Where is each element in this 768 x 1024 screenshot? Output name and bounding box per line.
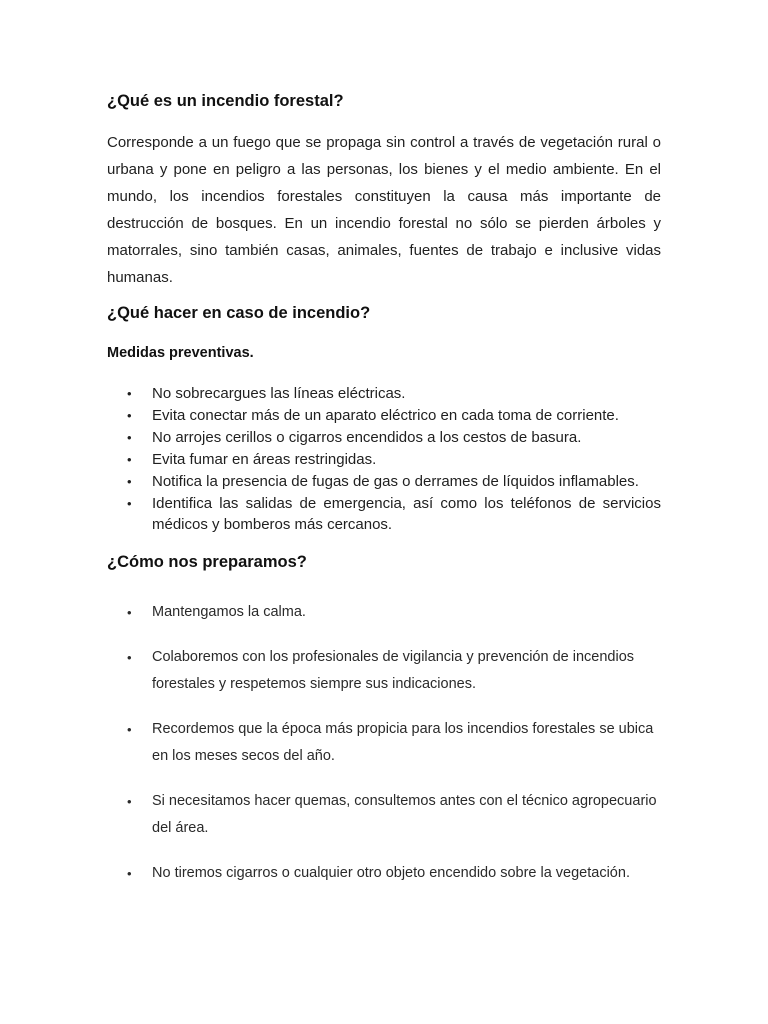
heading-como-nos-preparamos: ¿Cómo nos preparamos? bbox=[107, 553, 307, 571]
bullet-icon: • bbox=[127, 722, 132, 737]
preventive-measures-title: Medidas preventivas. bbox=[107, 345, 254, 361]
preparation-list bbox=[107, 599, 661, 905]
list-item: • Evita fumar en áreas restringidas. bbox=[107, 449, 661, 471]
list-item: • No arrojes cerillos o cigarros encendidos a los cestos de basura. bbox=[107, 427, 661, 449]
bullet-icon: • bbox=[127, 386, 132, 401]
bullet-icon: • bbox=[127, 473, 132, 489]
list-item: • Recordemos que la época más propicia para los incendios forestales se ubica en los meses secos del año. bbox=[107, 716, 661, 770]
list-item: • No sobrecargues las líneas eléctricas. bbox=[107, 383, 661, 405]
bullet-icon: • bbox=[127, 605, 132, 620]
bullet-icon: • bbox=[127, 794, 132, 809]
bullet-icon: • bbox=[127, 866, 132, 881]
bullet-icon: • bbox=[127, 451, 132, 467]
bullet-icon: • bbox=[127, 495, 132, 511]
preventive-measures-list bbox=[107, 383, 661, 536]
heading-que-es-incendio-forestal: ¿Qué es un incendio forestal? bbox=[107, 92, 344, 110]
heading-que-hacer-en-caso-de-incendio: ¿Qué hacer en caso de incendio? bbox=[107, 304, 371, 322]
bullet-icon: • bbox=[127, 407, 132, 423]
list-item: • Colaboremos con los profesionales de vigilancia y prevención de incendios forestales y respetemos siempre sus indicaciones. bbox=[107, 644, 661, 698]
intro-paragraph: Corresponde a un fuego que se propaga sin control a través de vegetación rural o urbana y pone en peligro a las personas, los bienes y el medio ambiente. En el mundo, los incendios forestales constituyen la causa más importante de destrucción de bosques. En un incendio forestal no sólo se pierden árboles y matorrales, sino también casas, animales, fuentes de trabajo e inclusive vidas humanas. bbox=[107, 134, 661, 286]
list-item: • Identifica las salidas de emergencia, así como los teléfonos de servicios médicos y bomberos más cercanos. bbox=[127, 494, 661, 534]
bullet-icon: • bbox=[127, 650, 132, 665]
list-item: • Evita conectar más de un aparato eléctrico en cada toma de corriente. bbox=[107, 405, 661, 427]
list-item: • Si necesitamos hacer quemas, consultemos antes con el técnico agropecuario del área. bbox=[107, 788, 661, 842]
bullet-icon: • bbox=[127, 429, 132, 445]
list-item: • Notifica la presencia de fugas de gas o derrames de líquidos inflamables. bbox=[107, 471, 661, 493]
list-item: • No tiremos cigarros o cualquier otro objeto encendido sobre la vegetación. bbox=[107, 860, 661, 887]
list-item: • Mantengamos la calma. bbox=[107, 599, 661, 626]
